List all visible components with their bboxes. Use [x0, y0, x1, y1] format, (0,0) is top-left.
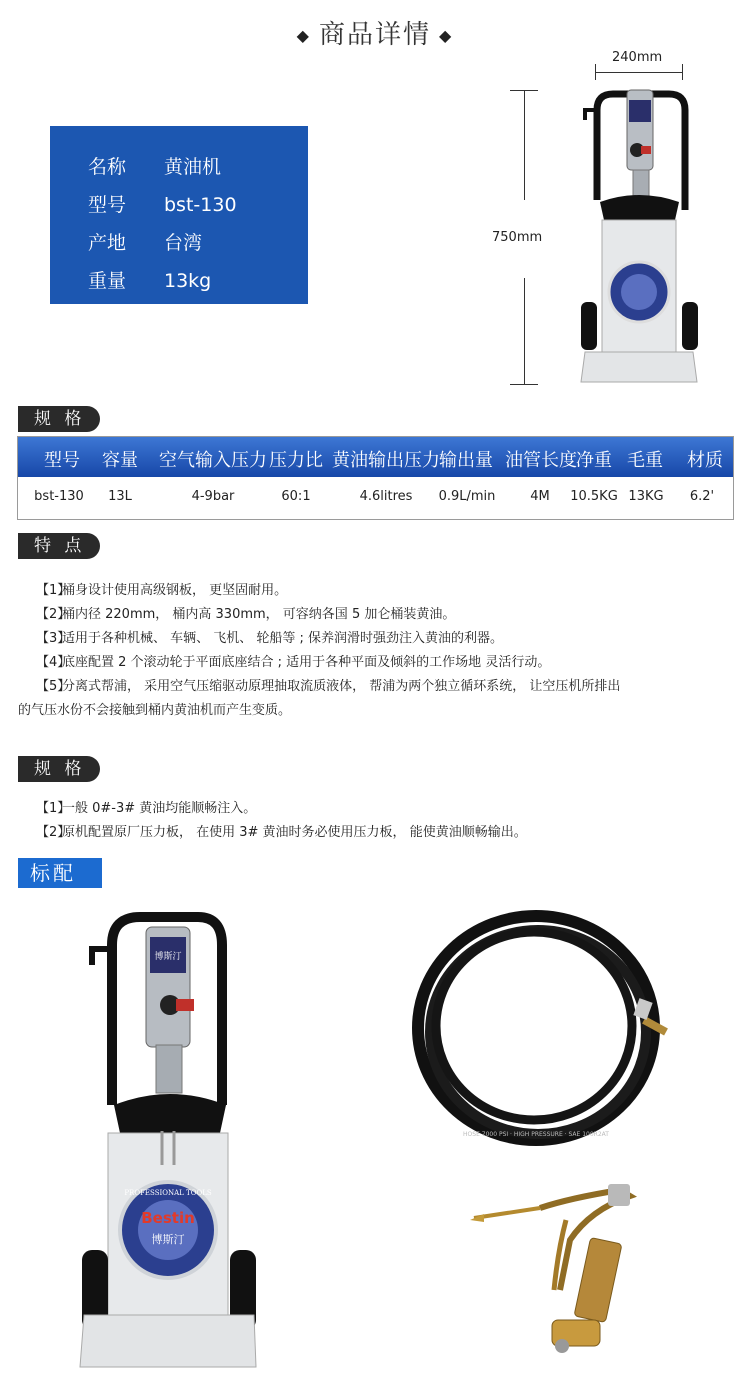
diamond-right-icon: ◆ — [439, 26, 454, 45]
height-dimension-line-bottom — [524, 278, 525, 384]
spec-header-cell: 压力比 — [269, 450, 323, 471]
diamond-left-icon: ◆ — [296, 26, 311, 45]
page-title: 商品详情 — [318, 20, 431, 50]
spec-table — [17, 436, 734, 520]
item-text: 分离式帮浦， 采用空气压缩驱动原理抽取流质液体， 帮浦为两个独立循环系统， 让空压机所排出 — [62, 679, 621, 694]
info-row-name — [88, 152, 221, 179]
logo-ring-text: PROFESSIONAL TOOLS — [124, 1189, 212, 1197]
logo-brand: Bestin — [141, 1209, 195, 1227]
section-title-features: 特 点 — [18, 533, 100, 559]
spec-table-header — [18, 437, 733, 477]
info-value: 台湾 — [164, 232, 203, 254]
item-number: 【4】 — [36, 655, 71, 670]
spec-cell: 6.2' — [689, 489, 715, 504]
spec-cell: 13L — [108, 489, 132, 504]
list-item-continuation: 的气压水份不会接触到桶内黄油机而产生变质。 — [18, 703, 292, 718]
grease-hose-image — [408, 900, 678, 1165]
info-value: 13kg — [164, 270, 212, 292]
item-text: 底座配置 2 个滚动轮于平面底座结合 ; 适用于各种平面及倾斜的工作场地 灵活行动。 — [62, 655, 551, 670]
width-dimension-tick-left — [595, 64, 596, 80]
spec-cell: bst-130 — [34, 489, 84, 504]
product-info-box — [50, 126, 308, 304]
item-text: 桶身设计使用高级钢板， 更坚固耐用。 — [62, 583, 288, 598]
spec-header-cell: 型号 — [44, 450, 80, 471]
item-text: 一般 0#-3# 黄油均能顺畅注入。 — [62, 801, 257, 816]
spec-header-cell: 黄油输出压力 — [332, 450, 440, 471]
page-header — [0, 14, 750, 51]
grease-pump-small-image — [575, 80, 700, 385]
item-text: 适用于各种机械、 车辆、 飞机、 轮船等 ; 保养润滑时强劲注入黄油的利器。 — [62, 631, 504, 646]
height-dimension-line-top — [524, 90, 525, 200]
spec-cell: 10.5KG — [570, 489, 618, 504]
section-title-standard: 标配 — [18, 858, 102, 888]
list-item — [18, 797, 732, 821]
spec-header-cell: 毛重 — [627, 450, 663, 471]
width-dimension-line — [595, 72, 683, 73]
spec-header-cell: 净重 — [576, 450, 612, 471]
width-dimension-label: 240mm — [612, 50, 663, 65]
info-value: 黄油机 — [164, 156, 222, 178]
item-number: 【2】 — [36, 607, 71, 622]
spec-cell: 4M — [530, 489, 550, 504]
item-text: 原机配置原厂压力板， 在使用 3# 黄油时务必使用压力板， 能使黄油顺畅输出。 — [62, 825, 527, 840]
width-dimension-tick-right — [682, 64, 683, 80]
height-dimension-bottom-tick — [510, 384, 538, 385]
section-title-spec: 规 格 — [18, 406, 100, 432]
item-number: 【5】 — [36, 679, 71, 694]
item-number: 【2】 — [36, 825, 71, 840]
info-key: 重量 — [88, 270, 127, 292]
info-key: 型号 — [88, 194, 127, 216]
info-row-model — [88, 190, 237, 217]
spec-cell: 0.9L/min — [438, 489, 496, 504]
item-number: 【1】 — [36, 583, 71, 598]
list-item — [18, 675, 732, 699]
spec-header-cell: 容量 — [102, 450, 138, 471]
spec-cell: 13KG — [628, 489, 664, 504]
list-item — [18, 579, 732, 603]
logo-brand-cn: 博斯汀 — [151, 1233, 185, 1246]
list-item — [18, 651, 732, 675]
spec-cell: 60:1 — [281, 489, 311, 504]
item-number: 【1】 — [36, 801, 71, 816]
spec-header-cell: 空气输入压力 — [159, 450, 267, 471]
item-text: 桶内径 220mm， 桶内高 330mm， 可容纳各国 5 加仑桶装黄油。 — [62, 607, 456, 622]
info-row-origin — [88, 228, 202, 255]
specs2-list — [18, 797, 732, 845]
list-item — [18, 627, 732, 651]
spec-header-cell: 油管长度 — [505, 450, 577, 471]
info-key: 产地 — [88, 232, 127, 254]
spec-header-cell: 材质 — [687, 450, 723, 471]
info-value: bst-130 — [164, 194, 237, 216]
height-dimension-label: 750mm — [492, 230, 543, 245]
list-item — [18, 603, 732, 627]
item-number: 【3】 — [36, 631, 71, 646]
grease-gun-image — [470, 1180, 645, 1360]
spec-header-cell: 输出量 — [439, 450, 493, 471]
info-key: 名称 — [88, 156, 127, 178]
grease-pump-large-image — [70, 905, 260, 1370]
cylinder-label: 博斯汀 — [154, 952, 182, 962]
features-list — [18, 579, 732, 723]
hose-print: HOSE 7000 PSI · HIGH PRESSURE · SAE 100R2AT — [463, 1131, 609, 1138]
spec-cell: 4-9bar — [191, 489, 235, 504]
spec-cell: 4.6litres — [359, 489, 413, 504]
section-title-spec-2: 规 格 — [18, 756, 100, 782]
info-row-weight — [88, 266, 211, 293]
list-item — [18, 821, 732, 845]
